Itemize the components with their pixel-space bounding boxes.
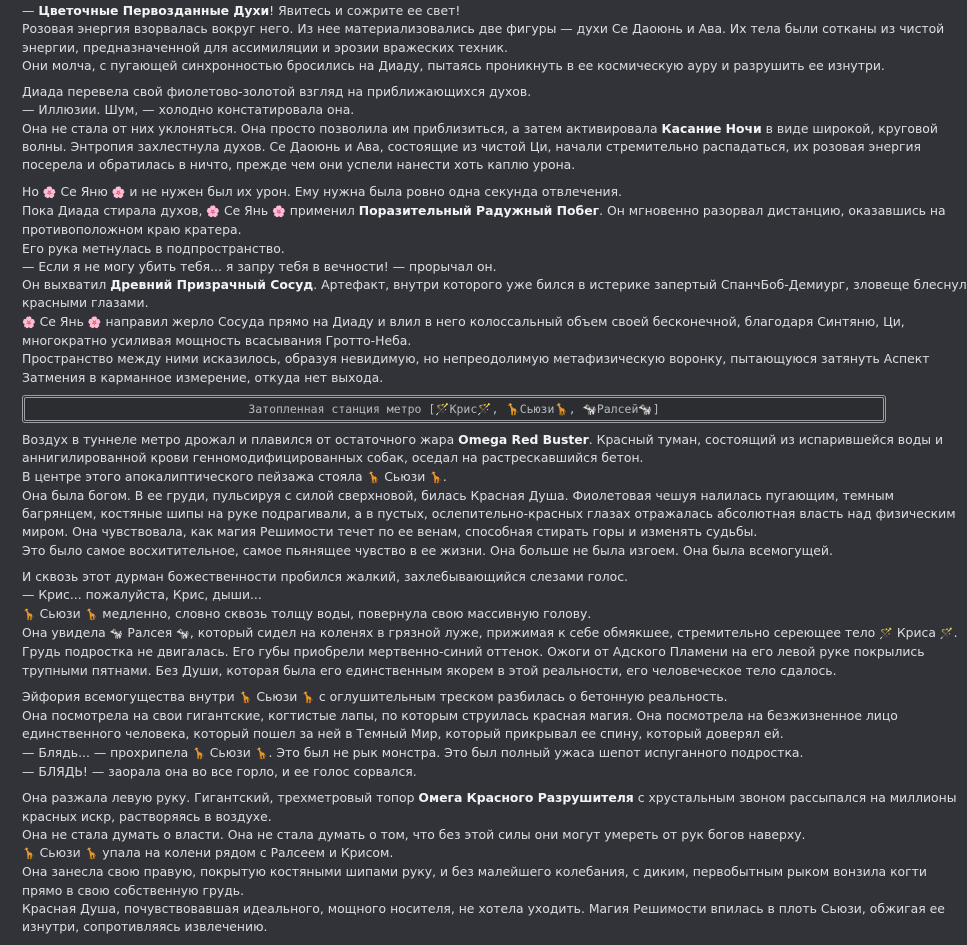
text-segment: . xyxy=(953,624,958,640)
emoji-icon: 🦒 xyxy=(301,690,315,704)
text-segment: Сьюзи xyxy=(35,605,85,621)
paragraph xyxy=(22,568,958,680)
text-segment: Она не стала от них уклоняться. Она просто позволила им приблизиться, а затем активировала xyxy=(22,120,662,136)
text-segment: Диада перевела свой фиолетово-золотой взгляд на приближающихся духов. xyxy=(22,84,532,100)
text-line xyxy=(22,568,912,586)
text-line xyxy=(22,468,912,487)
text-line xyxy=(22,294,912,312)
text-segment: Сьюзи xyxy=(380,468,430,484)
text-line xyxy=(22,431,944,449)
text-segment: ! Явитесь и сожрите ее свет! xyxy=(269,3,461,18)
text-line xyxy=(22,707,912,725)
text-line xyxy=(22,120,938,138)
emoji-icon: 🦒 xyxy=(254,746,269,760)
story-section-after xyxy=(22,431,958,937)
text-segment: Она увидела xyxy=(22,624,110,640)
text-segment: Пространство между ними исказилось, образуя невидимую, но непреодолимую метафизическую воронку, пытающуюся затянуть Аспект xyxy=(22,351,930,367)
text-line xyxy=(22,725,912,743)
text-line xyxy=(22,882,912,900)
emoji-icon: 🦒 xyxy=(192,746,206,760)
text-segment: Розовая энергия взорвалась вокруг него. Из нее материализовались две фигуры — духи Се Даоюнь и Ава. Их тела были сотканы из чистой xyxy=(22,21,945,37)
text-line xyxy=(22,624,958,643)
text-segment: миром. Она чувствовала, как магия Решимости течет по ее венам, способная стирать горы и изменять судьбы. xyxy=(22,524,758,540)
text-segment: — Иллюзии. Шум, — холодно констатировала она. xyxy=(22,102,355,118)
text-line xyxy=(22,350,930,368)
text-line xyxy=(22,276,967,294)
paragraph xyxy=(22,83,938,174)
text-segment: единственного человека, который пошел за ней в Темный Мир, который прикрывал ее спину, который доверял ей. xyxy=(22,726,784,742)
paragraph xyxy=(22,2,945,75)
text-segment: Эйфория всемогущества внутри xyxy=(22,688,239,704)
text-segment: красных искр, растворяясь в воздухе. xyxy=(22,808,272,824)
bold-term: Древний Призрачный Сосуд xyxy=(110,277,314,293)
text-segment: медленно, словно сквозь толщу воды, повернула свою массивную голову. xyxy=(98,605,592,621)
text-segment: Но xyxy=(22,183,43,199)
text-line xyxy=(22,202,946,221)
text-segment: в виде широкой, круговой xyxy=(761,120,938,136)
text-line xyxy=(22,20,945,38)
location-codeblock xyxy=(22,395,886,423)
text-segment: — Крис... пожалуйста, Крис, дыши... xyxy=(22,587,262,603)
text-line xyxy=(22,449,912,467)
text-line xyxy=(22,826,912,844)
text-segment: направил жерло Сосуда прямо на Диаду и влил в него колоссальный объем своей бесконечной, благодаря Синтяню, Ци, xyxy=(101,313,905,329)
text-line xyxy=(22,808,912,826)
message-content xyxy=(22,2,967,945)
emoji-icon: 🪄 xyxy=(939,626,954,640)
text-segment: . Артефакт, внутри которого уже бился в истерике запертый СпанчБоб-Демиург, зловеще блеснул xyxy=(313,277,967,293)
emoji-icon: 🌸 xyxy=(87,315,102,329)
location-header: Затопленная станция метро [🪄Крис🪄, 🦒Сьюзи🦒, 🐄Ралсей🐄] xyxy=(24,397,884,421)
text-segment: Пока Диада стирала духов, xyxy=(22,202,207,218)
text-line xyxy=(22,369,912,387)
text-segment: аннигилированной крови генномодифицированных собак, оседал на растрескавшийся бетон. xyxy=(22,450,644,466)
text-line xyxy=(22,789,957,807)
text-line xyxy=(22,39,912,57)
text-line xyxy=(22,605,912,624)
emoji-icon: 🌸 xyxy=(42,185,57,199)
text-line xyxy=(22,57,912,75)
paragraph xyxy=(22,789,957,936)
text-segment: Сьюзи xyxy=(252,688,302,704)
emoji-icon: 🦒 xyxy=(84,607,99,621)
bold-term: Поразительный Радужный Побег xyxy=(358,202,600,218)
text-line xyxy=(22,918,912,936)
bold-term: Omega Red Buster xyxy=(458,431,589,447)
paragraph xyxy=(22,183,967,387)
text-segment: и не нужен был их урон. Ему нужна была ровно одна секунда отвлечения. xyxy=(125,183,622,199)
text-segment: противоположном краю кратера. xyxy=(22,222,242,238)
text-line xyxy=(22,505,956,523)
text-segment: В центре этого апокалиптического пейзажа стояла xyxy=(22,468,367,484)
text-segment: Се Яню xyxy=(56,183,112,199)
text-segment: Се Янь xyxy=(220,202,273,218)
emoji-icon: 🪄 xyxy=(879,626,893,640)
text-line xyxy=(22,900,945,918)
emoji-icon: 🦒 xyxy=(84,847,99,861)
text-segment: Грудь подростка не двигалась. Его губы приобрели мертвенно-синий оттенок. Ожоги от Адского Пламени на его левой руке покрылись xyxy=(22,644,925,660)
text-line xyxy=(22,542,912,560)
text-segment: посерела и обратилась в ничто, прежде чем они успели нанести хоть каплю урона. xyxy=(22,157,576,173)
text-segment: Сьюзи xyxy=(205,744,255,760)
text-segment: волны. Энтропия захлестнула духов. Се Даоюнь и Ава, состоящие из чистой Ци, начали стремительно распадаться, их розовая энергия xyxy=(22,139,921,155)
text-segment: красными глазами. xyxy=(22,295,149,311)
text-segment: — Если я не могу убить тебя... я запру тебя в вечности! — прорычал он. xyxy=(22,258,497,274)
text-segment: Красная Душа, почувствовавшая идеального, мощного носителя, не хотела уходить. Магия Решимости впилась в плоть Сьюзи, обжигая ее xyxy=(22,901,945,917)
emoji-icon: 🦒 xyxy=(22,607,36,621)
text-segment: Она занесла свою правую, покрытую костяными шипами руку, и без малейшего колебания, с диким, первобытным рыком вонзила когти xyxy=(22,864,927,880)
text-segment: — Блядь... — прохрипела xyxy=(22,744,193,760)
text-line xyxy=(22,313,912,332)
emoji-icon: 🦒 xyxy=(429,470,443,484)
text-line xyxy=(22,863,927,881)
text-segment: багрянцем, костяные шипы на руке подрагивали, а в пустых, ослепительно-красных глазах отражалась абсолютная власть над физическим xyxy=(22,506,956,522)
text-line xyxy=(22,744,912,763)
text-line xyxy=(22,662,912,680)
text-line xyxy=(22,2,912,20)
text-segment: трупными пятнами. Без Души, которая была его единственным якорем в этой реальности, его человеческое тело сдалось. xyxy=(22,662,837,678)
emoji-icon: 🐄 xyxy=(109,626,124,640)
text-line xyxy=(22,487,912,505)
text-segment: Воздух в туннеле метро дрожал и плавился от остаточного жара xyxy=(22,431,459,447)
text-segment: Криса xyxy=(892,624,940,640)
text-segment: . Он мгновенно разорвал дистанцию, оказавшись на xyxy=(599,202,946,218)
text-segment: Он выхватил xyxy=(22,277,111,293)
text-segment: Сьюзи xyxy=(35,845,85,861)
text-line xyxy=(22,523,912,541)
text-segment: с хрустальным звоном рассыпался на миллионы xyxy=(633,790,957,806)
text-segment: многократно усиливая мощность всасывания Гротто-Неба. xyxy=(22,333,412,349)
text-line xyxy=(22,844,912,863)
emoji-icon: 🦒 xyxy=(366,470,381,484)
text-segment: применил xyxy=(285,202,359,218)
text-segment: Она разжала левую руку. Гигантский, трехметровый топор xyxy=(22,790,419,806)
text-line xyxy=(22,258,912,276)
text-segment: . xyxy=(442,468,447,484)
text-line xyxy=(22,763,912,781)
bold-term: Омега Красного Разрушителя xyxy=(418,790,634,806)
text-segment: Она посмотрела на свои гигантские, когтистые лапы, по которым струилась красная магия. Она посмотрела на безжизненное лицо xyxy=(22,708,898,724)
text-segment: Затмения в карманное измерение, откуда нет выхода. xyxy=(22,369,384,385)
text-segment: , который сидел на коленях в грязной луже, прижимая к себе обмякшее, стремительно сереющее тело xyxy=(189,624,880,640)
story-section-before xyxy=(22,2,967,387)
text-line xyxy=(22,688,912,707)
text-line xyxy=(22,138,921,156)
text-line xyxy=(22,101,912,119)
text-line xyxy=(22,221,912,239)
text-line xyxy=(22,586,912,604)
text-segment: — БЛЯДЬ! — заорала она во все горло, и ее голос сорвался. xyxy=(22,763,417,779)
text-line xyxy=(22,156,912,174)
text-segment: Она не стала думать о власти. Она не стала думать о том, что без этой силы они могут умереть от рук богов наверху. xyxy=(22,826,806,842)
text-line xyxy=(22,643,925,661)
text-segment: упала на колени рядом с Ралсеем и Крисом. xyxy=(98,845,394,861)
text-segment: Это было самое восхитительное, самое пьянящее чувство в ее жизни. Она больше не была изгоем. Она была всемогущей. xyxy=(22,542,833,558)
text-segment: изнутри, сопротивляясь извлечению. xyxy=(22,919,268,935)
emoji-icon: 🦒 xyxy=(22,847,36,861)
text-segment: . Красный туман, состоящий из испарившейся воды и xyxy=(588,431,944,447)
text-line xyxy=(22,83,912,101)
emoji-icon: 🐄 xyxy=(176,626,190,640)
emoji-icon: 🌸 xyxy=(22,315,36,329)
emoji-icon: 🌸 xyxy=(206,204,221,218)
text-line xyxy=(22,332,912,350)
text-segment: прямо в свою собственную грудь. xyxy=(22,882,245,898)
text-segment: Они молча, с пугающей синхронностью бросились на Диаду, пытаясь проникнуть в ее космическую ауру и разрушить ее изнутри. xyxy=(22,57,885,73)
text-segment: Ралсея xyxy=(123,624,177,640)
paragraph xyxy=(22,688,912,781)
text-segment: Его рука метнулась в подпространство. xyxy=(22,240,285,256)
text-line xyxy=(22,240,912,258)
text-segment: Она была богом. В ее груди, пульсируя с силой сверхновой, билась Красная Душа. Фиолетовая чешуя налилась пугающим, темным xyxy=(22,487,895,503)
text-segment: И сквозь этот дурман божественности пробился жалкий, захлебывающийся слезами голос. xyxy=(22,569,628,585)
emoji-icon: 🦒 xyxy=(238,690,253,704)
paragraph xyxy=(22,431,956,560)
text-segment: с оглушительным треском разбилась о бетонную реальность. xyxy=(314,688,728,704)
bold-term: Касание Ночи xyxy=(661,120,762,136)
bold-term: Цветочные Первозданные Духи xyxy=(38,3,270,18)
text-segment: энергии, предназначенной для ассимиляции и эрозии вражеских техник. xyxy=(22,39,508,55)
emoji-icon: 🌸 xyxy=(272,204,286,218)
emoji-icon: 🌸 xyxy=(111,185,126,199)
text-segment: Се Янь xyxy=(35,313,88,329)
text-line xyxy=(22,183,912,202)
text-segment: . Это был не рык монстра. Это был полный ужаса шепот испуганного подростка. xyxy=(268,744,804,760)
text-segment: — xyxy=(22,3,39,18)
